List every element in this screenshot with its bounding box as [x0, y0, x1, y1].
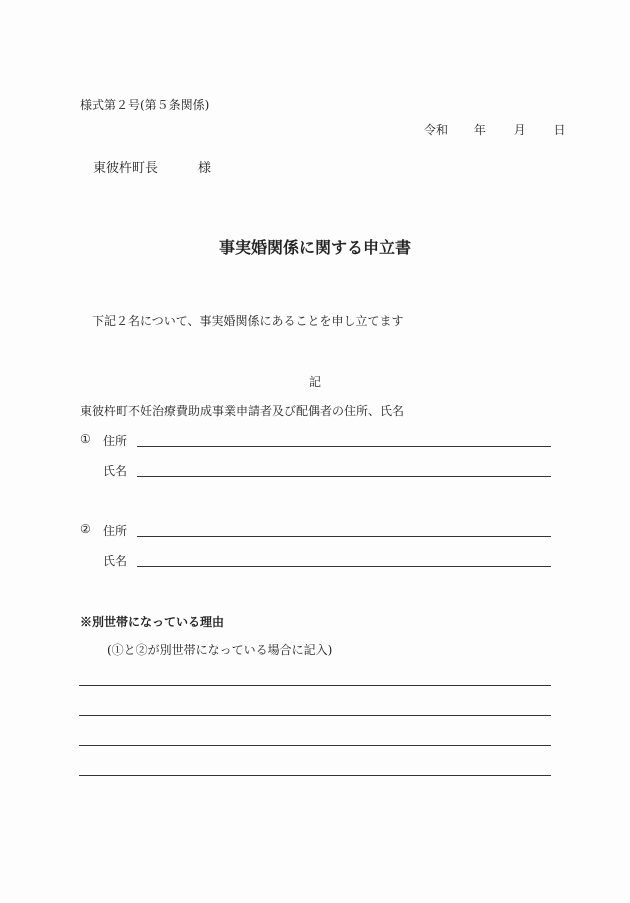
reason-line-3[interactable]	[79, 745, 551, 746]
person-2-name-label: 氏名	[103, 554, 128, 568]
reason-note: (①と②が別世帯になっている場合に記入)	[107, 643, 333, 657]
form-number: 様式第２号(第５条関係)	[80, 98, 210, 112]
person-2-address-field[interactable]	[137, 536, 551, 537]
date-era: 令和	[424, 123, 449, 137]
addressee-name: 東彼杵町長	[93, 161, 159, 176]
person-2-name-field[interactable]	[137, 566, 551, 567]
person-1-name-field[interactable]	[137, 476, 551, 477]
date-day: 日	[553, 123, 566, 137]
addressee-honorific: 様	[198, 161, 212, 176]
reason-heading: ※別世帯になっている理由	[80, 615, 225, 629]
person-1-address-field[interactable]	[137, 446, 551, 447]
date-year: 年	[473, 123, 486, 137]
date-month: 月	[513, 123, 526, 137]
document-title: 事実婚関係に関する申立書	[218, 238, 411, 257]
person-1-number: ①	[80, 432, 91, 446]
person-2-number: ②	[80, 522, 91, 536]
statement-text: 下記２名について、事実婚関係にあることを申し立てます	[92, 314, 404, 328]
person-2-address-label: 住所	[103, 524, 128, 538]
reason-line-2[interactable]	[79, 715, 551, 716]
reason-line-1[interactable]	[79, 685, 551, 686]
addressee	[93, 157, 211, 176]
ki-heading: 記	[308, 375, 321, 389]
reason-line-4[interactable]	[79, 775, 551, 776]
person-1-address-label: 住所	[103, 434, 128, 448]
section-heading: 東彼杵町不妊治療費助成事業申請者及び配偶者の住所、氏名	[80, 404, 405, 418]
person-1-name-label: 氏名	[103, 464, 128, 478]
date-line	[424, 121, 566, 138]
